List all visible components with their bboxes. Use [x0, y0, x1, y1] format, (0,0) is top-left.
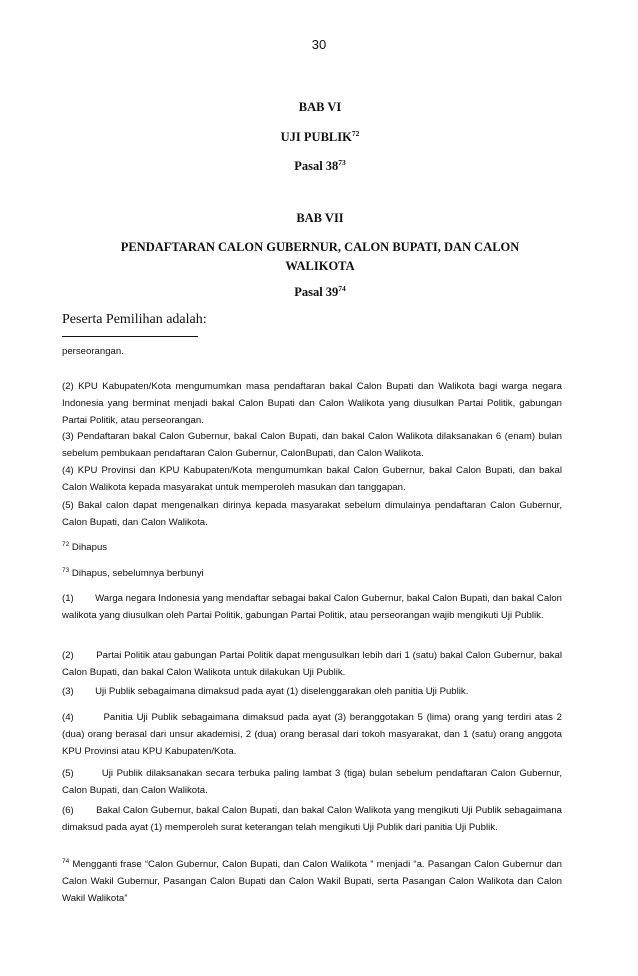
item-number: (6) [62, 805, 74, 816]
footnote-mark-72: 72 [62, 540, 70, 548]
chapter-title-line-2: WALIKOTA [285, 259, 355, 273]
item-number: (1) [62, 593, 74, 604]
item-text: Partai Politik atau gabungan Partai Politik dapat mengusulkan lebih dari 1 (satu) bakal Calon Gubernur, bakal Calon Bupati, dan bakal Calon Walikota untuk dilakukan Uji Publik. [62, 650, 562, 678]
article-heading-38 [70, 159, 570, 174]
footnote-73-item-2 [62, 647, 562, 681]
footnote-73-item-4 [62, 709, 562, 760]
paragraph-5: (5) Bakal calon dapat mengenalkan dirinya kepada masyarakat sebelum dimulainya pendaftaran Calon Gubernur, Calon Bupati, dan Calon Walikota. [62, 500, 562, 528]
article-heading-39 [70, 285, 570, 300]
intro-text: Peserta Pemilihan adalah: [62, 312, 207, 327]
item-text: Warga negara Indonesia yang mendaftar sebagai bakal Calon Gubernur, bakal Calon Bupati, dan bakal Calon walikota yang diusulkan oleh Partai Politik, gabungan Partai Politik, atau perseorangan wajib mengikuti Uji Publik. [62, 593, 562, 621]
item-number: (5) [62, 768, 74, 779]
item-number: (4) [62, 712, 74, 723]
chapter-heading-vi: BAB VI [298, 100, 342, 114]
footnote-73-item-1 [62, 590, 562, 624]
pasal-38-label: Pasal 38 [294, 159, 339, 173]
footnote-73 [62, 565, 562, 582]
continuation-text: perseorangan. [62, 346, 124, 357]
pasal-39-label: Pasal 39 [294, 285, 339, 299]
footnote-mark-73: 73 [62, 566, 70, 574]
footnote-72-text: Dihapus [71, 542, 108, 553]
paragraph-4: (4) KPU Provinsi dan KPU Kabupaten/Kota mengumumkan bakal Calon Gubernur, bakal Calon Bupati, dan bakal Calon Walikota kepada masyarakat untuk memperoleh masukan dan tanggapan. [62, 465, 562, 493]
footnote-mark-74: 74 [62, 857, 70, 865]
footnote-73-item-5 [62, 765, 562, 799]
chapter-heading-vii: BAB VII [296, 211, 344, 225]
page-number: 30 [311, 37, 327, 52]
footnote-72 [62, 539, 562, 556]
footnote-ref-74: 74 [338, 283, 346, 293]
item-number: (2) [62, 650, 74, 661]
section-heading-uji-publik [70, 130, 570, 145]
footnote-73-item-3 [62, 683, 562, 700]
uji-publik-title: UJI PUBLIK [280, 130, 352, 144]
footnote-ref-73: 73 [338, 157, 346, 167]
paragraph-2: (2) KPU Kabupaten/Kota mengumumkan masa pendaftaran bakal Calon Bupati dan Walikota bagi warga negara Indonesia yang berminat menjadi bakal Calon Bupati dan Calon Walikota yang diusulkan Partai Politik, gabungan Partai Politik, atau perseorangan. [62, 381, 562, 426]
footnote-ref-72: 72 [351, 128, 360, 138]
footnote-73-text: Dihapus, sebelumnya berbunyi [71, 568, 204, 579]
item-text: Panitia Uji Publik sebagaimana dimaksud pada ayat (3) beranggotakan 5 (lima) orang yang terdiri atas 2 (dua) orang berasal dari unsur akademisi, 2 (dua) orang berasal dari tokoh masyarakat, dan 1 (satu) orang anggota KPU Provinsi atau KPU Kabupaten/Kota. [62, 712, 562, 757]
item-number: (3) [62, 686, 74, 697]
footnote-73-item-6 [62, 802, 562, 836]
item-text: Uji Publik sebagaimana dimaksud pada ayat (1) diselenggarakan oleh panitia Uji Publik. [95, 686, 469, 697]
chapter-title-line-1: PENDAFTARAN CALON GUBERNUR, CALON BUPATI, DAN CALON [120, 240, 520, 254]
item-text: Uji Publik dilaksanakan secara terbuka paling lambat 3 (tiga) bulan sebelum pendaftaran Calon Gubernur, Calon Bupati, dan Calon Walikota. [62, 768, 562, 796]
footnote-74-text: Mengganti frase “Calon Gubernur, Calon Bupati, dan Calon Walikota ” menjadi “a. Pasangan Calon Gubernur dan Calon Wakil Gubernur, Pasangan Calon Bupati dan Calon Wakil Bupati, serta Pasangan Calon Walikota dan Calon Wakil Walikota” [62, 859, 562, 904]
paragraph-3: (3) Pendaftaran bakal Calon Gubernur, bakal Calon Bupati, dan bakal Calon Walikota dilaksanakan 6 (enam) bulan sebelum pembukaan pendaftaran Calon Gubernur, CalonBupati, dan Calon Walikota. [62, 431, 562, 459]
footnote-74 [62, 856, 562, 907]
footnote-separator [62, 336, 198, 337]
item-text: Bakal Calon Gubernur, bakal Calon Bupati, dan bakal Calon Walikota yang mengikuti Uji Publik sebagaimana dimaksud pada ayat (1) memperoleh surat keterangan telah mengikuti Uji Publik dari panitia Uji Publik. [62, 805, 562, 833]
